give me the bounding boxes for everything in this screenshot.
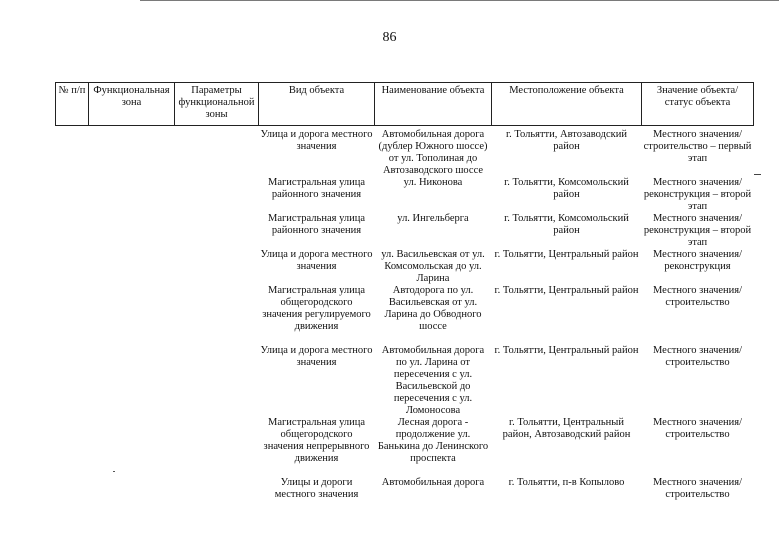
zone-cell	[89, 417, 175, 477]
zone-cell	[89, 285, 175, 345]
num-cell	[56, 126, 89, 178]
object-name-cell: Лесная дорога - продолжение ул. Банькина до Ленинского проспекта	[377, 417, 489, 464]
object-location-cell: г. Тольятти, Центральный район	[494, 345, 639, 356]
object-location-cell: г. Тольятти, Центральный район	[494, 249, 639, 260]
object-type-cell: Улица и дорога местного значения	[260, 345, 373, 368]
params-cell	[175, 417, 259, 477]
table-row	[56, 213, 754, 249]
objects-table	[55, 82, 754, 507]
object-type-cell: Улица и дорога местного значения	[260, 249, 373, 272]
num-cell	[56, 249, 89, 285]
zone-cell	[89, 126, 175, 178]
margin-mark	[754, 174, 761, 175]
zone-cell	[89, 213, 175, 249]
header-object-type: Вид объекта	[259, 83, 375, 126]
object-location-cell: г. Тольятти, Комсомольский район	[504, 213, 629, 236]
object-type-cell: Магистральная улица общегородского значения регулируемого движения	[262, 285, 371, 332]
object-location-cell: г. Тольятти, Автозаводский район	[506, 129, 627, 152]
object-status-cell: Местного значения/ реконструкция – второй этап	[643, 177, 752, 212]
object-name-cell: Автомобильная дорога по ул. Ларина от пересечения с ул. Васильевской до пересечения с ул. Ломоносова	[381, 345, 485, 416]
object-location-cell: г. Тольятти, п-в Копылово	[508, 477, 625, 488]
num-cell	[56, 345, 89, 417]
table-row	[56, 126, 754, 178]
scan-edge-line	[140, 0, 779, 1]
object-location-cell: г. Тольятти, Центральный район, Автозаводский район	[502, 417, 631, 440]
params-cell	[175, 213, 259, 249]
object-name-cell: ул. Ингельберга	[397, 213, 469, 224]
object-status-cell: Местного значения/ строительство	[652, 417, 743, 440]
table-row	[56, 177, 754, 213]
page-number: 86	[382, 30, 397, 45]
object-type-cell: Магистральная улица районного значения	[268, 177, 365, 200]
params-cell	[175, 285, 259, 345]
scan-speck	[113, 471, 115, 472]
table-row	[56, 249, 754, 285]
params-cell	[175, 177, 259, 213]
object-name-cell: Автодорога по ул. Васильевская от ул. Ларина до Обводного шоссе	[384, 285, 482, 332]
params-cell	[175, 249, 259, 285]
zone-cell	[89, 249, 175, 285]
header-object-name: Наименование объекта	[375, 83, 492, 126]
zone-cell	[89, 345, 175, 417]
zone-cell	[89, 477, 175, 507]
object-name-cell: Автомобильная дорога	[381, 477, 485, 488]
num-cell	[56, 477, 89, 507]
object-type-cell: Улица и дорога местного значения	[260, 129, 373, 152]
table-row	[56, 417, 754, 477]
header-object-status: Значение объекта/статус объекта	[642, 83, 754, 126]
table-header-row	[56, 83, 754, 126]
object-status-cell: Местного значения/ реконструкция – второй этап	[643, 213, 752, 248]
zone-cell	[89, 177, 175, 213]
table-row	[56, 477, 754, 507]
table-row	[56, 285, 754, 345]
num-cell	[56, 177, 89, 213]
object-status-cell: Местного значения/ строительство	[652, 285, 743, 308]
params-cell	[175, 126, 259, 178]
header-num: № п/п	[56, 83, 89, 126]
object-status-cell: Местного значения/ реконструкция	[652, 249, 743, 272]
object-status-cell: Местного значения/ строительство	[652, 345, 743, 368]
object-name-cell: ул. Никонова	[403, 177, 463, 188]
num-cell	[56, 285, 89, 345]
object-location-cell: г. Тольятти, Центральный район	[494, 285, 639, 296]
header-object-location: Местоположение объекта	[492, 83, 642, 126]
table-row	[56, 345, 754, 417]
object-status-cell: Местного значения/ строительство	[652, 477, 743, 500]
num-cell	[56, 417, 89, 477]
params-cell	[175, 477, 259, 507]
object-location-cell: г. Тольятти, Комсомольский район	[504, 177, 629, 200]
header-zone-parameters: Параметры функциональной зоны	[175, 83, 259, 126]
object-status-cell: Местного значения/ строительство – первый этап	[643, 129, 752, 164]
header-functional-zone: Функциональная зона	[89, 83, 175, 126]
num-cell	[56, 213, 89, 249]
object-name-cell: Автомобильная дорога (дублер Южного шоссе) от ул. Тополиная до Автозаводского шоссе	[378, 129, 488, 176]
object-type-cell: Улицы и дороги местного значения	[274, 477, 359, 500]
object-name-cell: ул. Васильевская от ул. Комсомольская до ул. Ларина	[381, 249, 485, 284]
params-cell	[175, 345, 259, 417]
object-type-cell: Магистральная улица районного значения	[268, 213, 365, 236]
object-type-cell: Магистральная улица общегородского значения непрерывного движения	[263, 417, 370, 464]
